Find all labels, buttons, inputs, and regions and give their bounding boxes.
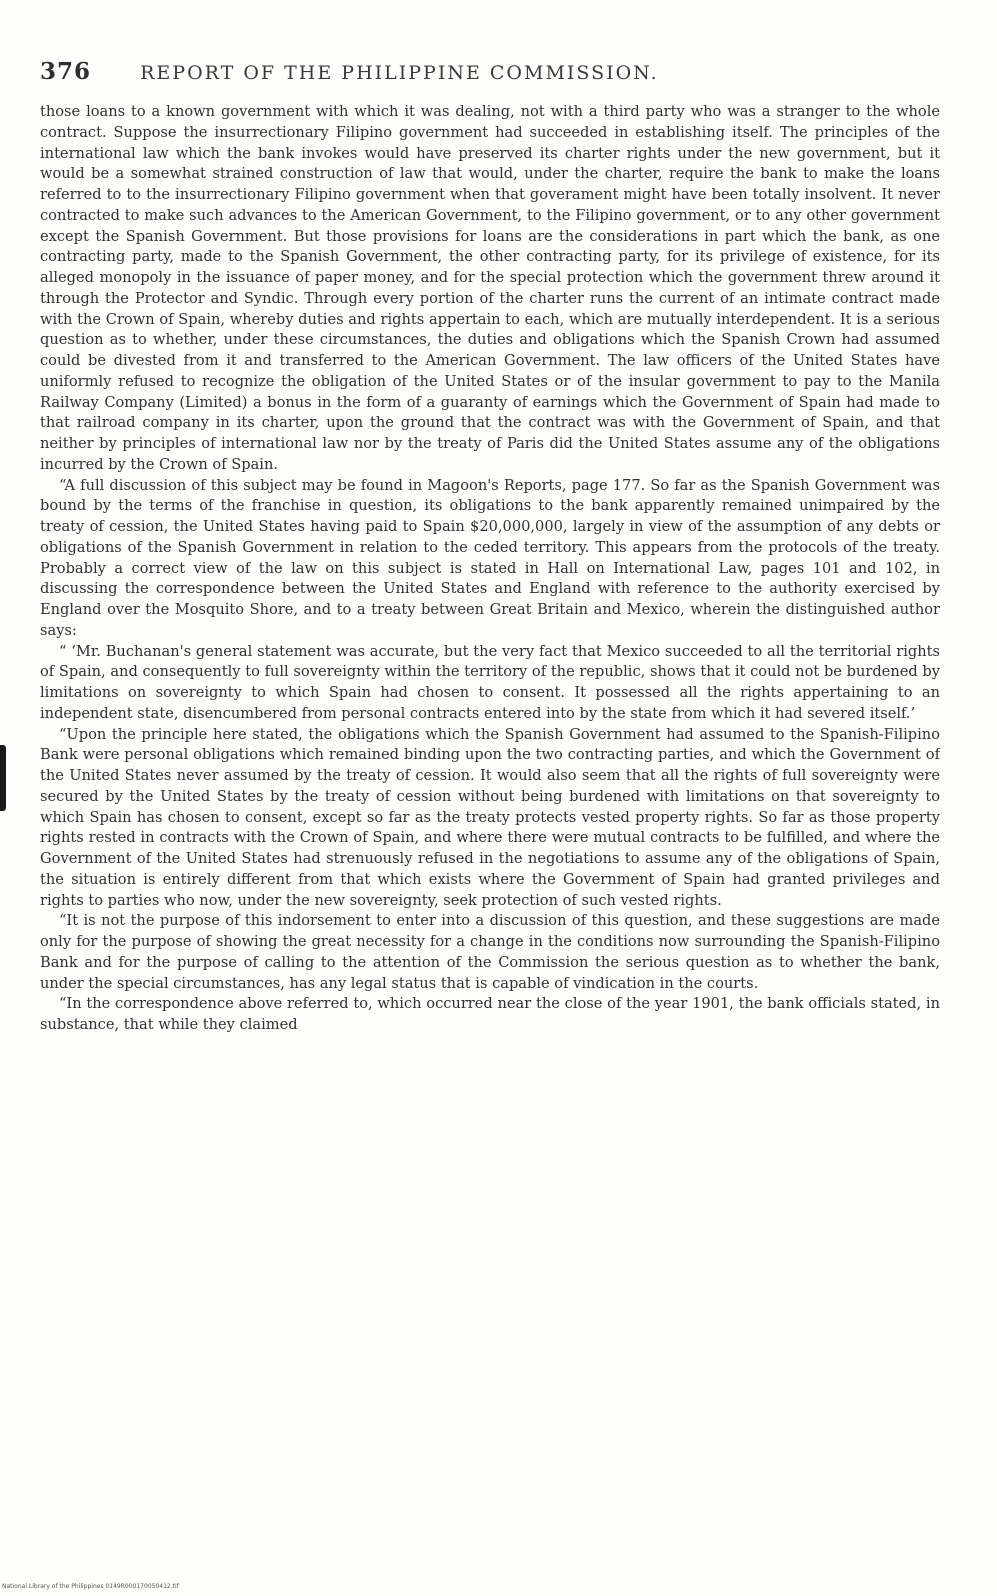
paragraph-3-quotation: “ ‘Mr. Buchanan's general statement was accurate, but the very fact that Mexico succeeded to all the territorial rights of Spain, and consequently to full sovereignty within the territory of the republic, shows that it could not be burdened by limitations on sovereignty to which Spain had chosen to consent. It possessed all the rights appertaining to an independent state, disencumbered from personal contracts entered into by the state from which it had severed itself.’ bbox=[40, 642, 940, 722]
paragraph-2: “A full discussion of this subject may be found in Magoon's Reports, page 177. So far as the Spanish Government was bound by the terms of the franchise in question, its obligations to the bank apparently remained unimpaired by the treaty of cession, the United States having paid to Spain $20,000,000, largely in view of the assumption of any debts or obligations of the Spanish Government in relation to the ceded territory. This appears from the protocols of the treaty. Probably a correct view of the law on this subject is stated in Hall on International Law, pages 101 and 102, in discussing the correspondence between the United States and England with reference to the authority exercised by England over the Mosquito Shore, and to a treaty between Great Britain and Mexico, wherein the distinguished author says: bbox=[40, 476, 940, 639]
scan-edge-mark bbox=[0, 745, 6, 811]
paragraph-4: “Upon the principle here stated, the obligations which the Spanish Government had assumed to the Spanish-Filipino Bank were personal obligations which remained binding upon the two contracting parties, and which the Government of the United States never assumed by the treaty of cession. It would also seem that all the rights of full sovereignty were secured by the United States by the treaty of cession without being burdened with limitations on that sovereignty to which Spain has chosen to consent, except so far as the treaty protects vested property rights. So far as those property rights rested in contracts with the Crown of Spain, and where there were mutual contracts to be fulfilled, and where the Government of the United States had strenuously refused in the negotiations to assume any of the obligations of Spain, the situation is entirely different from that which exists where the Government of Spain had granted privileges and rights to parties who now, under the new sovereignty, seek protection of such vested rights. bbox=[40, 725, 940, 909]
body-text bbox=[40, 102, 940, 1557]
paragraph-1: those loans to a known government with which it was dealing, not with a third party who was a stranger to the whole contract. Suppose the insurrectionary Filipino government had succeeded in establishing itself. The principles of the international law which the bank invokes would have preserved its charter rights under the new government, but it would be a somewhat strained construction of law that would, under the charter, require the bank to make the loans referred to to the insurrectionary Filipino government when that goverament might have been totally insolvent. It never contracted to make such advances to the American Government, to the Filipino government, or to any other government except the Spanish Government. But those provisions for loans are the considerations in part which the bank, as one contracting party, made to the Spanish Government, the other contracting party, for its privilege of existence, for its alleged monopoly in the issuance of paper money, and for the special protection which the government threw around it through the Protector and Syndic. Through every portion of the charter runs the current of an intimate contract made with the Crown of Spain, whereby duties and rights appertain to each, which are mutually interdependent. It is a serious question as to whether, under these circumstances, the duties and obligations which the Spanish Crown had assumed could be divested from it and transferred to the American Government. The law officers of the United States have uniformly refused to recognize the obligation of the United States or of the insular government to pay to the Manila Railway Company (Limited) a bonus in the form of a guaranty of earnings which the Government of Spain had made to that railroad company in its charter, upon the ground that the contract was with the Government of Spain, and that neither by principles of international law nor by the treaty of Paris did the United States assume any of the obligations incurred by the Crown of Spain. bbox=[40, 103, 940, 473]
paragraph-5: “It is not the purpose of this indorsement to enter into a discussion of this question, and these suggestions are made only for the purpose of showing the great necessity for a change in the conditions now surrounding the Spanish-Filipino Bank and for the purpose of calling to the attention of the Commission the serious question as to whether the bank, under the special circumstances, has any legal status that is capable of vindication in the courts. bbox=[40, 912, 940, 992]
running-title: REPORT OF THE PHILIPPINE COMMISSION. bbox=[140, 62, 659, 84]
page-header bbox=[40, 58, 940, 98]
scan-source-note: National Library of the Philippines 0149R000170050412.tif bbox=[2, 1583, 179, 1590]
paragraph-6: “In the correspondence above referred to, which occurred near the close of the year 1901, the bank officials stated, in substance, that while they claimed bbox=[40, 995, 940, 1033]
page-number: 376 bbox=[40, 58, 92, 85]
